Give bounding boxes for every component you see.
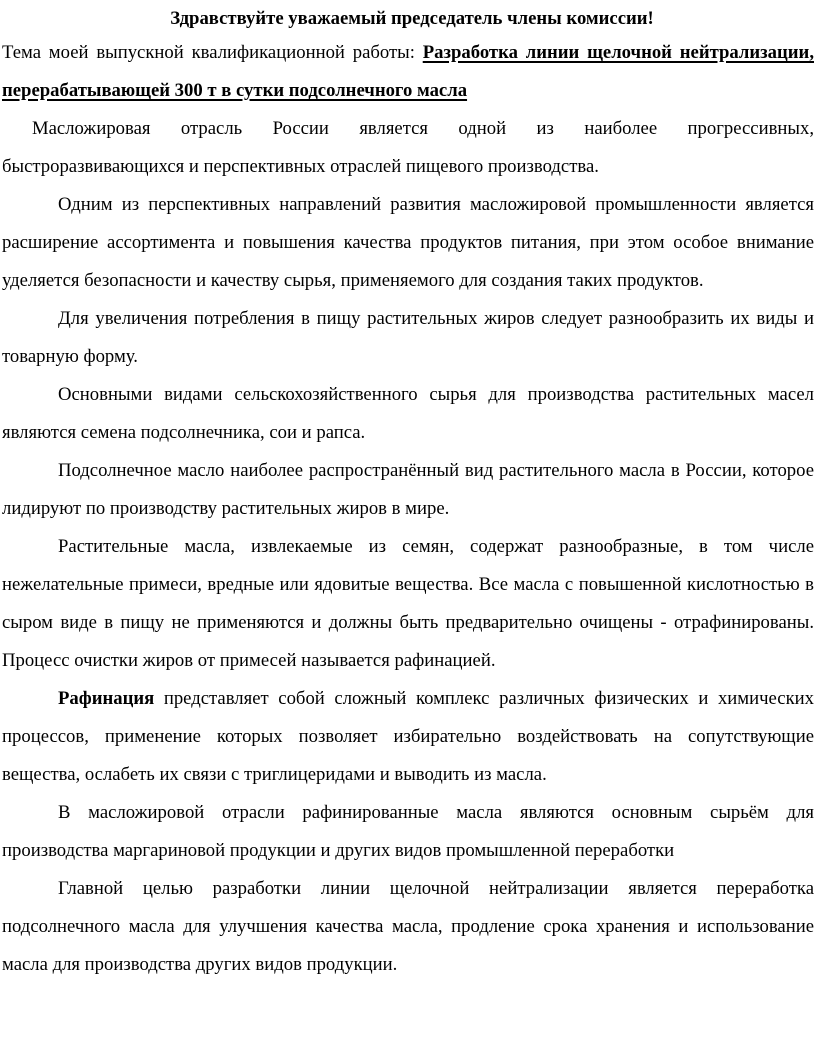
paragraph-margarine: В масложировой отрасли рафинированные масла являются основным сырьём для производства маргариновой продукции и других видов промышленной переработки bbox=[2, 802, 814, 861]
paragraph-raw-materials: Основными видами сельскохозяйственного сырья для производства растительных масел являются семена подсолнечника, сои и рапса. bbox=[2, 384, 814, 443]
paragraph-refining bbox=[2, 680, 814, 794]
greeting-heading: Здравствуйте уважаемый председатель члены комиссии! bbox=[170, 8, 654, 29]
paragraph-goal: Главной целью разработки линии щелочной нейтрализации является переработка подсолнечного масла для улучшения качества масла, продление срока хранения и использование масла для производства других видов продукции. bbox=[2, 878, 814, 975]
paragraph-industry: Масложировая отрасль России является одной из наиболее прогрессивных, быстроразвивающихся и перспективных отраслей пищевого производства. bbox=[2, 118, 814, 177]
paragraph-sunflower-oil: Подсолнечное масло наиболее распространённый вид растительного масла в России, которое лидируют по производству растительных жиров в мире. bbox=[2, 460, 814, 519]
refining-text: представляет собой сложный комплекс различных физических и химических процессов, применение которых позволяет избирательно воздействовать на сопутствующие вещества, ослабеть их связи с триглицеридами и выводить из масла. bbox=[2, 688, 814, 785]
refining-term: Рафинация bbox=[58, 688, 155, 709]
paragraph-consumption: Для увеличения потребления в пищу растительных жиров следует разнообразить их виды и товарную форму. bbox=[2, 308, 814, 367]
topic-title: Разработка линии щелочной нейтрализации, перерабатывающей 300 т в сутки подсолнечного масла bbox=[2, 42, 814, 101]
topic-prefix: Тема моей выпускной квалификационной работы: bbox=[2, 42, 423, 63]
paragraph-directions: Одним из перспективных направлений развития масложировой промышленности является расширение ассортимента и повышения качества продуктов питания, при этом особое внимание уделяется безопасности и качеству сырья, применяемого для создания таких продуктов. bbox=[2, 194, 814, 291]
paragraph-impurities: Растительные масла, извлекаемые из семян, содержат разнообразные, в том числе нежелательные примеси, вредные или ядовитые вещества. Все масла с повышенной кислотностью в сыром виде в пищу не применяются и должны быть предварительно очищены - отрафинированы. Процесс очистки жиров от примесей называется рафинацией. bbox=[2, 536, 814, 671]
topic-paragraph bbox=[2, 34, 814, 110]
